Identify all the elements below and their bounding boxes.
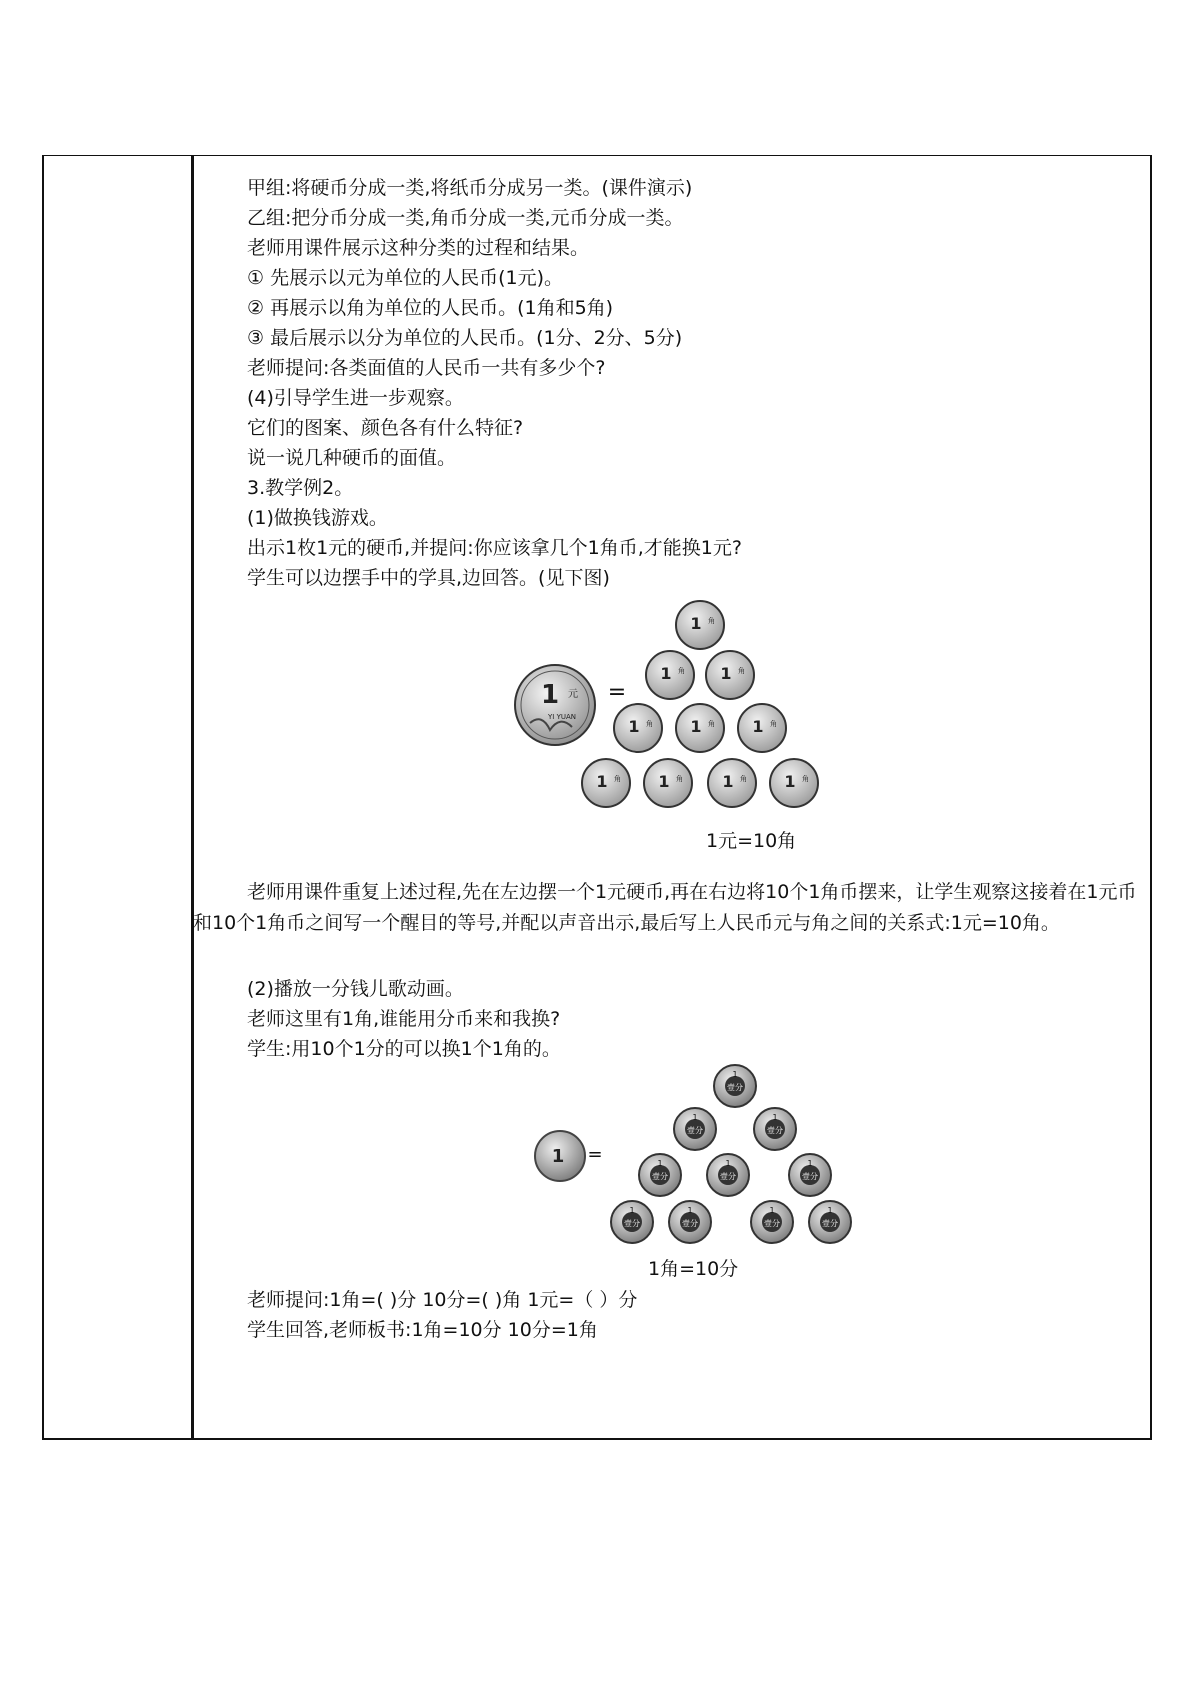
text-line: 甲组:将硬币分成一类,将纸币分成另一类。(课件演示): [247, 177, 693, 199]
svg-text:角: 角: [802, 775, 809, 783]
svg-text:1: 1: [629, 1206, 635, 1215]
jiao-coin-icon: [706, 651, 754, 699]
paragraph-text: 老师用课件重复上述过程,先在左边摆一个1元硬币,再在右边将10个1角币摆来，让学生观察这接着在1元币和10个1角币之间写一个醒目的等号,并配以声音出示,最后写上人民币元与角之间的关系式:1元=10角。: [193, 881, 1137, 934]
svg-text:壹分: 壹分: [652, 1172, 668, 1181]
svg-text:壹分: 壹分: [720, 1172, 736, 1181]
svg-text:壹分: 壹分: [624, 1219, 640, 1228]
svg-text:1: 1: [690, 614, 702, 633]
svg-text:1: 1: [784, 772, 796, 791]
svg-text:壹分: 壹分: [767, 1126, 783, 1135]
svg-text:角: 角: [740, 775, 747, 783]
svg-text:角: 角: [738, 667, 745, 675]
fen-coin-icon: [674, 1108, 716, 1150]
text-line: 它们的图案、颜色各有什么特征?: [247, 417, 524, 439]
jiao-coin-icon: [614, 704, 662, 752]
svg-text:1: 1: [596, 772, 608, 791]
text-line: ③ 最后展示以分为单位的人民币。(1分、2分、5分): [247, 327, 683, 349]
svg-text:1: 1: [660, 664, 672, 683]
text-line: 3.教学例2。: [247, 477, 354, 499]
svg-text:1: 1: [657, 1159, 663, 1168]
big-coin-sub: YI YUAN: [548, 713, 576, 721]
figure-yuan-jiao: [510, 595, 870, 815]
fen-coin-icon: [789, 1154, 831, 1196]
svg-text:角: 角: [678, 667, 685, 675]
svg-text:角: 角: [708, 720, 715, 728]
svg-text:1: 1: [628, 717, 640, 736]
svg-text:壹分: 壹分: [727, 1083, 743, 1092]
svg-text:1: 1: [687, 1206, 693, 1215]
svg-text:壹分: 壹分: [687, 1126, 703, 1135]
figure2-caption: 1角=10分: [648, 1258, 739, 1280]
svg-text:角: 角: [708, 617, 715, 625]
svg-text:角: 角: [614, 775, 621, 783]
fen-coin-icon: [639, 1154, 681, 1196]
fen-coin-icon: [611, 1201, 653, 1243]
text-line: 学生可以边摆手中的学具,边回答。(见下图): [247, 567, 610, 589]
svg-text:1: 1: [732, 1070, 738, 1079]
fen-coin-icon: [707, 1154, 749, 1196]
text-line: (4)引导学生进一步观察。: [247, 387, 464, 409]
one-fen-coins-group: [611, 1065, 851, 1243]
jiao-coin-icon: [646, 651, 694, 699]
text-line: 老师这里有1角,谁能用分币来和我换?: [247, 1008, 561, 1030]
svg-text:1: 1: [658, 772, 670, 791]
svg-text:1: 1: [690, 717, 702, 736]
text-line: 学生:用10个1分的可以换1个1角的。: [247, 1038, 561, 1060]
jiao-coin-icon: [738, 704, 786, 752]
svg-text:1: 1: [725, 1159, 731, 1168]
fen-coin-icon: [669, 1201, 711, 1243]
text-line: (1)做换钱游戏。: [247, 507, 388, 529]
svg-text:角: 角: [770, 720, 777, 728]
svg-text:1: 1: [752, 717, 764, 736]
text-line: 乙组:把分币分成一类,角币分成一类,元币分成一类。: [247, 207, 684, 229]
jiao-coin-icon: [644, 759, 692, 807]
fen-coin-icon: [714, 1065, 756, 1107]
svg-text:1: 1: [720, 664, 732, 683]
svg-text:1: 1: [807, 1159, 813, 1168]
jiao-coin-icon: [676, 704, 724, 752]
svg-text:1: 1: [722, 772, 734, 791]
svg-text:角: 角: [646, 720, 653, 728]
svg-text:1: 1: [692, 1113, 698, 1122]
column-divider: [191, 155, 194, 1440]
fen-coin-icon: [754, 1108, 796, 1150]
fen-coin-icon: [809, 1201, 851, 1243]
text-line: 出示1枚1元的硬币,并提问:你应该拿几个1角币,才能换1元?: [247, 537, 742, 559]
svg-text:壹分: 壹分: [802, 1172, 818, 1181]
big-coin-unit: 元: [568, 689, 578, 700]
text-line: (2)播放一分钱儿歌动画。: [247, 978, 464, 1000]
svg-text:1: 1: [769, 1206, 775, 1215]
text-line: ① 先展示以元为单位的人民币(1元)。: [247, 267, 563, 289]
text-line: ② 再展示以角为单位的人民币。(1角和5角): [247, 297, 614, 319]
figure1-caption: 1元=10角: [706, 830, 797, 852]
one-jiao-coin-icon: [535, 1131, 585, 1181]
equals-sign: =: [607, 680, 627, 705]
jiao-coin-icon: [676, 601, 724, 649]
fen-coin-icon: [751, 1201, 793, 1243]
svg-text:壹分: 壹分: [822, 1219, 838, 1228]
text-line: 老师用课件展示这种分类的过程和结果。: [247, 237, 590, 259]
text-line: 老师提问:1角=( )分 10分=( )角 1元=（ ）分: [247, 1289, 638, 1311]
svg-text:1: 1: [827, 1206, 833, 1215]
one-yuan-coin-icon: [515, 665, 595, 745]
text-line: 学生回答,老师板书:1角=10分 10分=1角: [247, 1319, 598, 1341]
jiao-coin-icon: [708, 759, 756, 807]
svg-text:1: 1: [551, 1146, 565, 1167]
jiao-coin-icon: [582, 759, 630, 807]
text-line: 说一说几种硬币的面值。: [247, 447, 457, 469]
svg-text:1: 1: [772, 1113, 778, 1122]
svg-text:壹分: 壹分: [682, 1219, 698, 1228]
big-coin-value: 1: [540, 680, 560, 710]
paragraph: [193, 877, 1150, 939]
svg-text:壹分: 壹分: [764, 1219, 780, 1228]
equals-sign: =: [587, 1144, 603, 1165]
svg-text:角: 角: [676, 775, 683, 783]
jiao-coin-icon: [770, 759, 818, 807]
figure-jiao-fen: [530, 1062, 860, 1252]
text-line: 老师提问:各类面值的人民币一共有多少个?: [247, 357, 606, 379]
